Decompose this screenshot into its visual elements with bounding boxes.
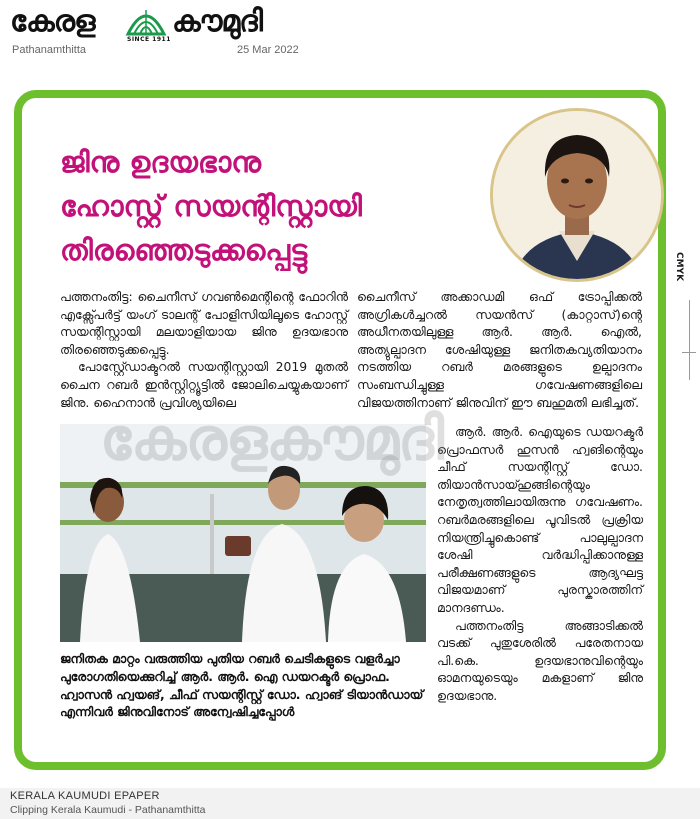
edition-label: Pathanamthitta bbox=[12, 44, 86, 56]
paragraph: പോസ്റ്റ്ഡോക്ടറൽ സയന്റിസ്റ്റായി 2019 മുതൽ ചൈന റബർ ഇൻസ്റ്റിറ്റ്യൂട്ടിൽ ജോലിചെയ്യുകയാണ് ജിനു. ഹൈനാൻ പ്രവിശ്യയിലെ bbox=[60, 359, 348, 410]
headline-line-3: തിരഞ്ഞെടുക്കപ്പെട്ടു bbox=[60, 233, 308, 267]
paragraph: പത്തനംതിട്ട: ചൈനീസ് ഗവൺമെന്റിന്റെ ഫോറിൻ എക്സ്പേർട്ട് യംഗ് ടാലന്റ് പോളിസിയിലൂടെ ഹോസ്റ്റ് സയന്റിസ്റ്റായി മലയാളിയായ ജിനു ഉദയഭാനു തിരഞ്ഞെടുക്കപ്പെട്ടു. bbox=[60, 289, 348, 357]
watermark: കേരളകൗമുദി bbox=[100, 405, 444, 473]
crop-line bbox=[689, 300, 690, 380]
photo-caption: ജനിതക മാറ്റം വരുത്തിയ പുതിയ റബർ ചെടികളുടെ വളർച്ചാ പുരോഗതിയെക്കുറിച്ച് ആർ. ആർ. ഐ ഡയറക്ടർ പ്രൊഫ. ഹ്വാസൻ ഹ്വയങ്, ചീഫ് സയന്റിസ്റ്റ് ഡോ. ഹ്വാങ് ടിയാൻഡായ് എന്നിവർ ജിനുവിനോട് അന്വേഷിച്ചപ്പോൾ bbox=[60, 651, 424, 720]
masthead bbox=[0, 0, 700, 70]
portrait-photo bbox=[490, 108, 664, 282]
paragraph: ആർ. ആർ. ഐയുടെ ഡയറക്ടർ പ്രൊഫസർ ഹുസൻ ഹ്വങിന്റെയും ചീഫ് സയന്റിസ്റ്റ് ഡോ. തിയാൻസായ്ഹുങ്ങിന്റെയും നേതൃത്വത്തിലായിരുന്നു ഗവേഷണം. റബർമരങ്ങളിലെ പൂവിടൽ പ്രക്രിയ നിയന്ത്രിച്ചുകൊണ്ട് പാലുല്പാദന ശേഷി വർദ്ധിപ്പിക്കാനുള്ള പരീക്ഷണങ്ങളുടെ ആദ്യഘട്ട വിജയമാണ് പുരസ്കാരത്തിന് മാനദണ്ഡം. bbox=[437, 424, 643, 615]
headline-line-2: ഹോസ്റ്റ് സയന്റിസ്റ്റായി bbox=[60, 189, 362, 223]
masthead-name-left: കേരള bbox=[10, 4, 95, 39]
article-column-2 bbox=[357, 288, 642, 411]
headline-line-1: ജിനു ഉദയഭാനു bbox=[60, 145, 261, 179]
article-headline bbox=[60, 140, 460, 272]
footer-brand: KERALA KAUMUDI EPAPER bbox=[10, 790, 160, 802]
edition-date: 25 Mar 2022 bbox=[237, 44, 299, 56]
footer-clip-info: Clipping Kerala Kaumudi - Pathanamthitta bbox=[10, 804, 206, 816]
masthead-name-right: കൗമുദി bbox=[172, 4, 263, 39]
article-column-1 bbox=[60, 288, 348, 411]
crop-tick bbox=[682, 352, 696, 353]
paragraph: പത്തനംതിട്ട അങ്ങാടിക്കൽ വടക്ക് പുതുശേരിൽ പരേതനായ പി.കെ. ഉദയഭാനുവിന്റെയും ഓമനയുടെയും മകളാണ് ജിനു ഉദയഭാനു. bbox=[437, 617, 643, 703]
paragraph: ചൈനീസ് അക്കാഡമി ഒഫ് ട്രോപ്പിക്കൽ അഗ്രികൾച്ചറൽ സയൻസ് (കാറ്റാസ്)ന്റെ അധീനതയിലുള്ള ആർ. ആർ. ഐൽ, അത്യുല്പാദന ശേഷിയുള്ള ജനിതകവ്യതിയാനം നടത്തിയ റബർ മരങ്ങളുടെ ഉല്പാദനം സംബന്ധിച്ചുള്ള ഗവേഷണങ്ങളിലെ വിജയത്തിനാണ് ജിനുവിന് ഈ ബഹുമതി ലഭിച്ചത്. bbox=[357, 289, 642, 410]
portrait-image bbox=[493, 111, 661, 279]
cmyk-mark: CMYK bbox=[674, 252, 684, 282]
article-column-3 bbox=[437, 423, 643, 705]
footer bbox=[0, 788, 700, 819]
masthead-since: SINCE 1911 bbox=[127, 36, 171, 43]
